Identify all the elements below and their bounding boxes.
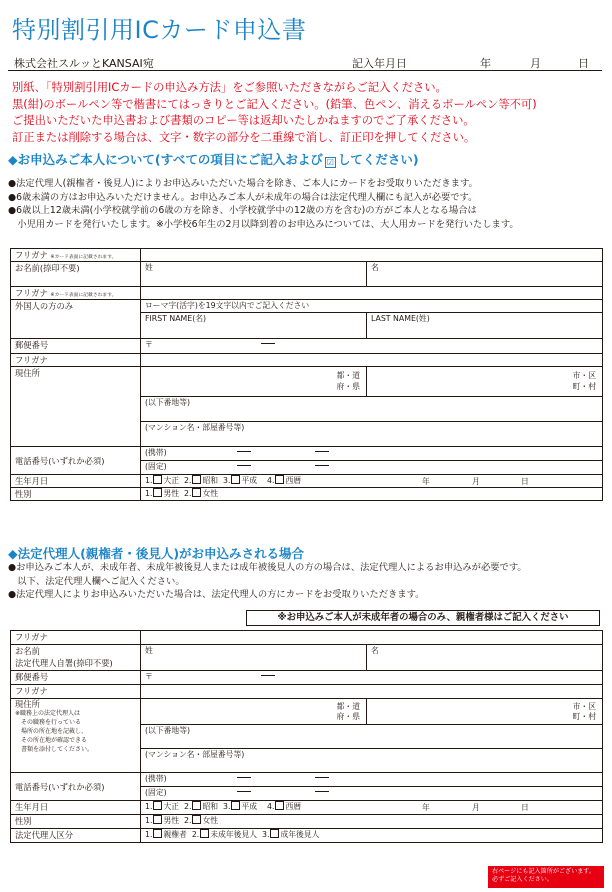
guardian-category-field[interactable]: 1. 親権者 2. 未成年後見人 3. 成年後見人: [141, 829, 603, 843]
birth-label: 生年月日: [11, 801, 141, 815]
furigana-label: フリガナ ※カード表面に記載されます。: [11, 249, 141, 262]
entry-date-day[interactable]: 日: [578, 57, 589, 70]
note-line: 以下、法定代理人欄へご記入ください。: [8, 575, 185, 587]
checkbox[interactable]: [231, 801, 240, 810]
checkbox[interactable]: [192, 488, 201, 497]
instructions: [12, 80, 537, 146]
postal-label: 郵便番号: [11, 339, 141, 354]
furigana-input[interactable]: [141, 631, 603, 645]
phone-label: 電話番号(いずれか必須): [11, 447, 141, 475]
city-field[interactable]: 市・区 町・村: [367, 699, 603, 725]
sex-label: 性別: [11, 815, 141, 829]
note-line: 小児用カードを発行いたします。※小学校6年生の2月以降到着のお申込みについては、大人用カードを発行いたします。: [8, 218, 519, 230]
furigana-label: フリガナ: [11, 631, 141, 645]
first-name-field[interactable]: FIRST NAME(名): [141, 313, 367, 339]
checkbox[interactable]: [153, 829, 162, 838]
instruction-line: 別紙、「特別割引用ICカードの申込み方法」をご参照いただきながらご記入ください。: [12, 81, 447, 94]
furigana-label: フリガナ: [11, 354, 141, 367]
section1-heading: ◆お申込みご本人について(すべての項目にご記入および ☑ してください): [8, 152, 419, 167]
entry-date-month[interactable]: 月: [530, 57, 541, 70]
name-label: お名前(捺印不要): [11, 262, 141, 287]
prefecture-field[interactable]: 都・道 府・県: [141, 699, 367, 725]
birthdate-field[interactable]: 1. 大正 2. 昭和 3. 平成 4. 西暦 年 月 日: [141, 801, 603, 815]
address-label: 現住所: [11, 367, 141, 447]
continue-notice: 右ページにも記入箇所がございます。 必ずご記入ください。: [488, 866, 604, 888]
address-note: ※職務上の法定代理人は その職務を行っている 場所の所在地を記載し、 その所在地が確認できる 書類を添付してください。: [15, 710, 94, 753]
section2-heading: ◆法定代理人(親権者・後見人)がお申込みされる場合: [8, 546, 305, 561]
instruction-line: 黒(紺)のボールペン等で楷書にてはっきりとご記入ください。(鉛筆、色ペン、消えるボールペン等不可): [12, 97, 537, 111]
checkbox[interactable]: [200, 829, 209, 838]
address-label: 現住所 ※職務上の法定代理人は その職務を行っている 場所の所在地を記載し、 その所在地が確認できる 書類を添付してください。: [11, 699, 141, 773]
furigana-label: フリガナ: [11, 685, 141, 699]
guardian-form: [10, 630, 603, 843]
checkbox[interactable]: [153, 488, 162, 497]
checkbox[interactable]: [192, 815, 201, 824]
postal-field[interactable]: 〒: [141, 671, 603, 685]
mobile-field[interactable]: (携帯): [141, 447, 603, 461]
birthdate-field[interactable]: 1. 大正 2. 昭和 3. 平成 4. 西暦 年 月 日: [141, 475, 603, 488]
checkbox[interactable]: [275, 475, 284, 484]
instruction-line: 訂正または削除する場合は、文字・数字の部分を二重線で消し、訂正印を押してください。: [12, 130, 476, 144]
mobile-field[interactable]: (携帯): [141, 773, 603, 787]
birth-label: 生年月日: [11, 475, 141, 488]
checkbox[interactable]: [192, 475, 201, 484]
sex-label: 性別: [11, 488, 141, 501]
guardian-name-label: お名前 法定代理人自署(捺印不要): [11, 645, 141, 671]
entry-date: [352, 55, 600, 69]
checkbox[interactable]: [153, 801, 162, 810]
note-line: ●お申込みご本人が、未成年者、未成年被後見人または成年被後見人の方の場合は、法定代理人によるお申込みが必要です。: [8, 562, 527, 573]
section1-notes: [8, 177, 519, 231]
checkbox[interactable]: [275, 801, 284, 810]
roman-note: ローマ字(活字)を19文字以内でご記入ください: [141, 300, 603, 313]
applicant-form: [10, 248, 603, 501]
furigana-label: フリガナ ※カード表面に記載されます。: [11, 287, 141, 300]
note-line: ●6歳未満の方はお申込みいただけません。お申込みご本人が未成年の場合は法定代理人欄にも記入が必要です。: [8, 191, 478, 203]
building-field[interactable]: (マンション名・部屋番号等): [141, 422, 603, 447]
note-line: ●6歳以上12歳未満(小学校就学前の6歳の方を除き、小学校就学中の12歳の方を含む)の方がご本人となる場合は: [8, 205, 477, 216]
landline-field[interactable]: (固定): [141, 787, 603, 801]
section2-notes: [8, 561, 527, 602]
sei-field[interactable]: 姓: [141, 262, 367, 287]
guardian-category-label: 法定代理人区分: [11, 829, 141, 843]
check-icon: ☑: [326, 158, 334, 167]
street-field[interactable]: (以下番地等): [141, 397, 603, 422]
mei-field[interactable]: 名: [367, 262, 603, 287]
entry-date-year[interactable]: 年: [480, 57, 491, 70]
postal-label: 郵便番号: [11, 671, 141, 685]
note-line: ●法定代理人(親権者・後見人)によりお申込みいただいた場合を除き、ご本人にカードをお受取りいただきます。: [8, 178, 478, 189]
checkbox[interactable]: [153, 815, 162, 824]
entry-date-label: 記入年月日: [352, 57, 407, 70]
city-field[interactable]: 市・区 町・村: [367, 367, 603, 397]
checkbox[interactable]: [231, 475, 240, 484]
sei-field[interactable]: 姓: [141, 645, 367, 671]
addressee: 株式会社スルッとKANSAI宛: [14, 57, 154, 70]
street-field[interactable]: (以下番地等): [141, 725, 603, 749]
furigana-input[interactable]: [141, 249, 603, 262]
furigana-input[interactable]: [141, 287, 603, 300]
furigana-input[interactable]: [141, 685, 603, 699]
form-title: 特別割引用ICカード申込書: [12, 16, 307, 44]
checkbox[interactable]: [192, 801, 201, 810]
phone-label: 電話番号(いずれか必須): [11, 773, 141, 801]
checkbox[interactable]: [153, 475, 162, 484]
header-rule: [8, 70, 602, 71]
last-name-field[interactable]: LAST NAME(姓): [367, 313, 603, 339]
note-line: ●法定代理人によりお申込みいただいた場合は、法定代理人の方にカードをお受取りいただきます。: [8, 589, 425, 600]
mei-field[interactable]: 名: [367, 645, 603, 671]
sex-field[interactable]: 1. 男性 2. 女性: [141, 815, 603, 829]
building-field[interactable]: (マンション名・部屋番号等): [141, 749, 603, 773]
prefecture-field[interactable]: 都・道 府・県: [141, 367, 367, 397]
foreign-label: 外国人の方のみ: [11, 300, 141, 339]
sex-field[interactable]: 1. 男性 2. 女性: [141, 488, 603, 501]
landline-field[interactable]: (固定): [141, 461, 603, 475]
minor-notice: ※お申込みご本人が未成年者の場合のみ、親権者様はご記入ください: [246, 610, 600, 626]
checkbox[interactable]: [270, 829, 279, 838]
instruction-line: ご提出いただいた申込書および書類のコピー等は返却いたしかねますのでご了承ください。: [12, 114, 475, 127]
postal-field[interactable]: 〒: [141, 339, 603, 354]
furigana-input[interactable]: [141, 354, 603, 367]
